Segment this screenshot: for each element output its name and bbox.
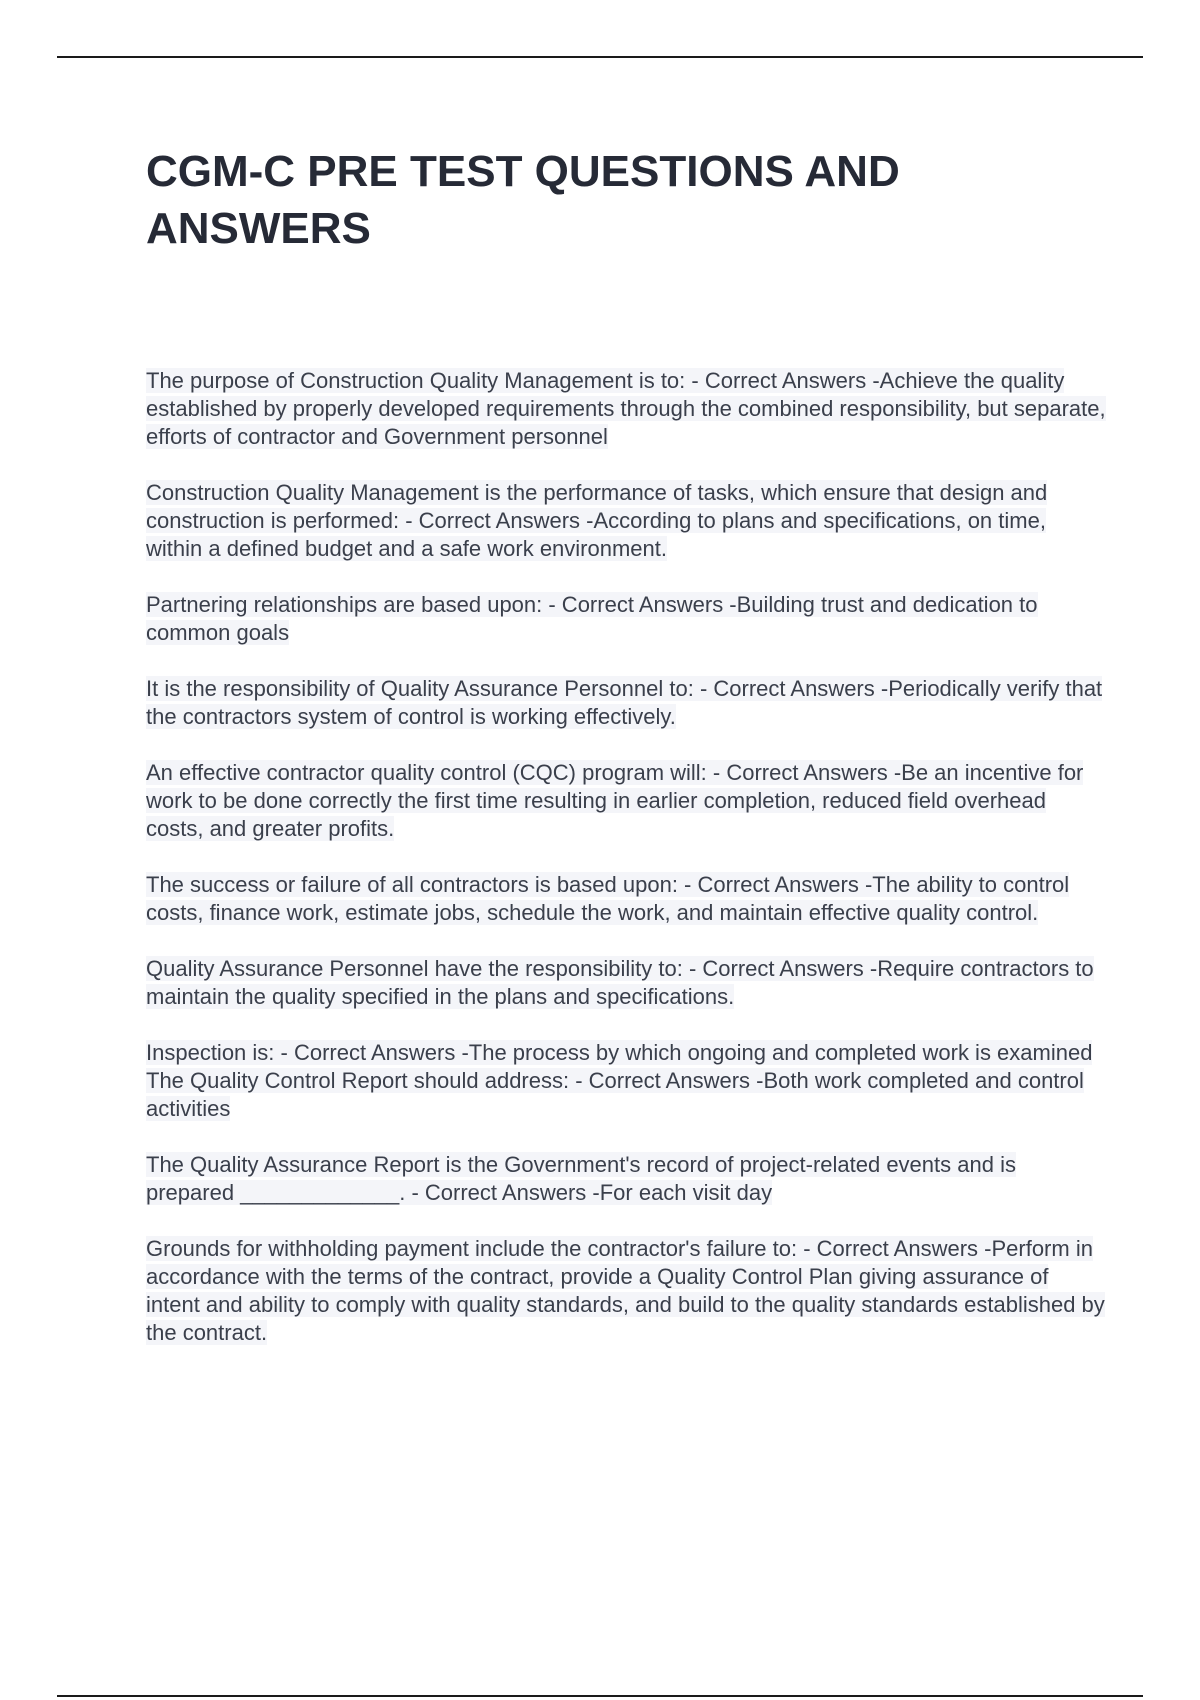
qa-text: Partnering relationships are based upon: - Correct Answers -Building trust and dedication to common goals	[146, 592, 1038, 645]
qa-item	[146, 591, 1106, 647]
qa-text: It is the responsibility of Quality Assurance Personnel to: - Correct Answers -Periodically verify that the contractors system of control is working effectively.	[146, 676, 1103, 729]
qa-text: Grounds for withholding payment include the contractor's failure to: - Correct Answers -Perform in accordance with the terms of the contract, provide a Quality Control Plan giving assurance of intent and ability to comply with quality standards, and build to the quality standards established by the contract.	[146, 1236, 1105, 1345]
qa-text: The success or failure of all contractors is based upon: - Correct Answers -The ability to control costs, finance work, estimate jobs, schedule the work, and maintain effective quality control.	[146, 872, 1070, 925]
qa-item	[146, 1235, 1106, 1347]
qa-item	[146, 1151, 1106, 1207]
qa-text: The Quality Assurance Report is the Government's record of project-related events and is prepared _____________. - Correct Answers -For each visit day	[146, 1152, 1016, 1205]
document-title: CGM-C PRE TEST QUESTIONS AND ANSWERS	[146, 147, 900, 253]
qa-item	[146, 367, 1106, 451]
qa-list	[146, 367, 1106, 1375]
qa-text: The Quality Control Report should address: - Correct Answers -Both work completed and control activities	[146, 1068, 1084, 1121]
qa-text: Quality Assurance Personnel have the responsibility to: - Correct Answers -Require contractors to maintain the quality specified in the plans and specifications.	[146, 956, 1094, 1009]
qa-item	[146, 955, 1106, 1011]
qa-item	[146, 1067, 1106, 1123]
qa-item	[146, 675, 1106, 731]
header-rule	[57, 56, 1143, 58]
qa-text: Construction Quality Management is the performance of tasks, which ensure that design and construction is performed: - Correct Answers -According to plans and specifications, on time, within a defined budget and a safe work environment.	[146, 480, 1048, 561]
qa-text: An effective contractor quality control (CQC) program will: - Correct Answers -Be an incentive for work to be done correctly the first time resulting in earlier completion, reduced field overhead costs, and greater profits.	[146, 760, 1084, 841]
footer-rule	[57, 1695, 1143, 1697]
qa-text: Inspection is: - Correct Answers -The process by which ongoing and completed work is examined	[146, 1040, 1093, 1065]
qa-item	[146, 479, 1106, 563]
qa-item	[146, 759, 1106, 843]
qa-item	[146, 1039, 1106, 1067]
qa-text: The purpose of Construction Quality Management is to: - Correct Answers -Achieve the quality established by properly developed requirements through the combined responsibility, but separate, efforts of contractor and Government personnel	[146, 368, 1106, 449]
qa-item	[146, 871, 1106, 927]
